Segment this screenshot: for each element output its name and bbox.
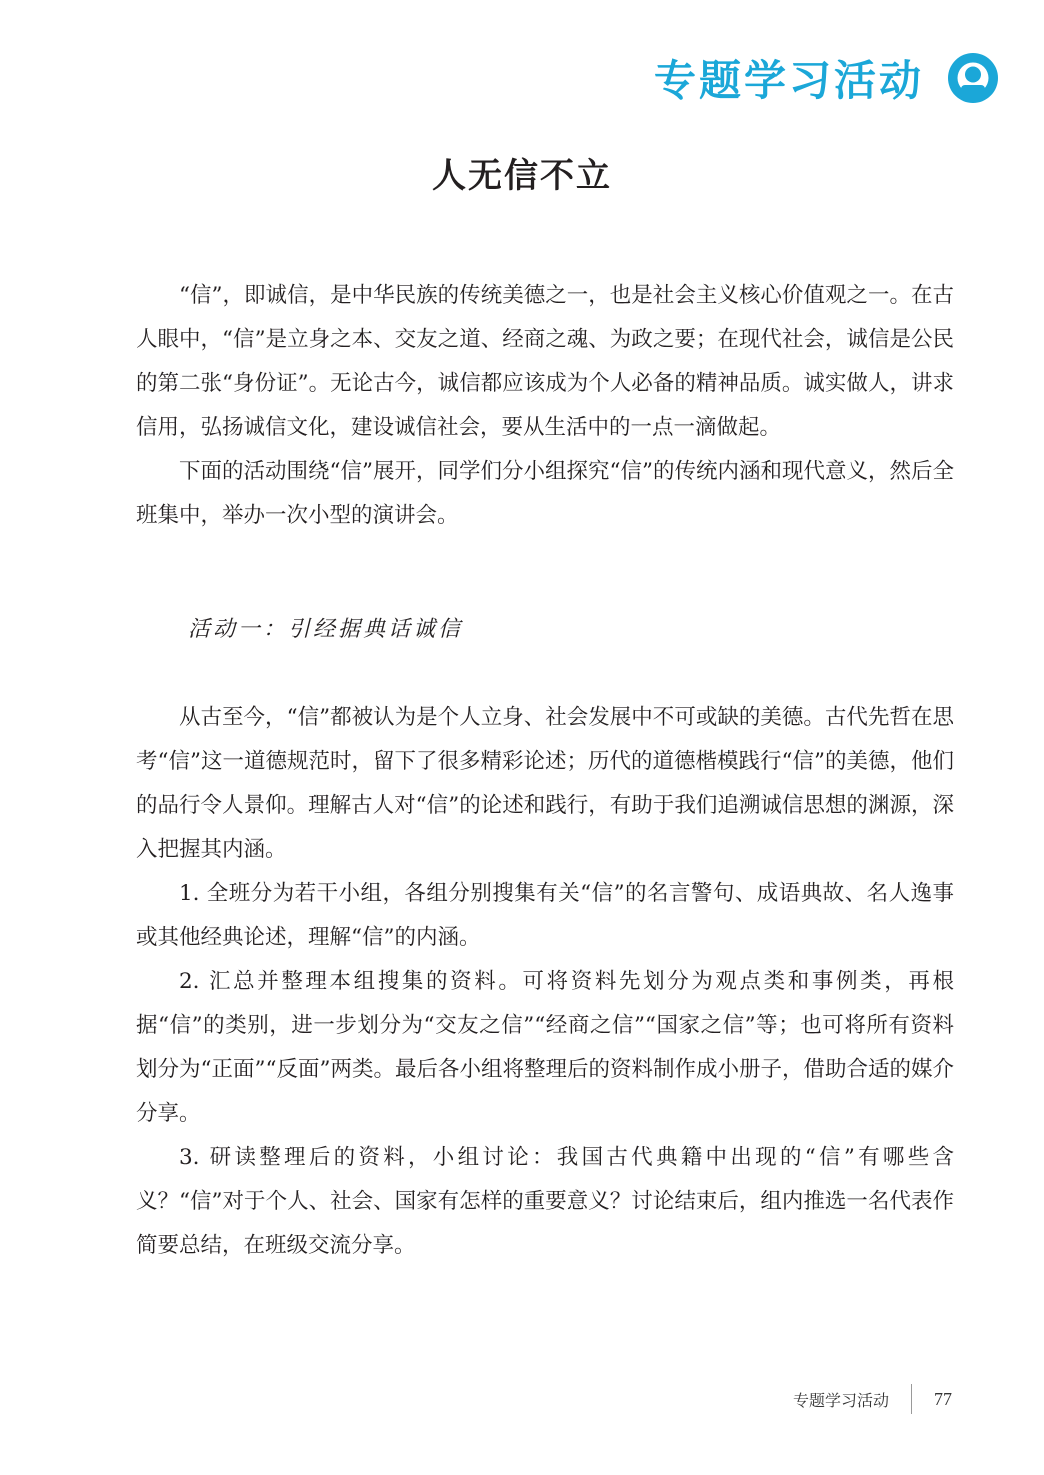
footer-section-label: 专题学习活动 (792, 1390, 889, 1410)
person-badge-icon (946, 51, 1000, 105)
activity-step-2: 2. 汇总并整理本组搜集的资料。可将资料先划分为观点类和事例类，再根据“信”的类别，进一步划分为“交友之信”“经商之信”“国家之信”等；也可将所有资料划分为“正面”“反面”两类。最后各小组将整理后的资料制作成小册子，借助合适的媒介分享。 (136, 969, 954, 1126)
activity-heading: 活动一：引经据典话诚信 (188, 617, 464, 642)
activity-paragraph: 从古至今，“信”都被认为是个人立身、社会发展中不可或缺的美德。古代先哲在思考“信”这一道德规范时，留下了很多精彩论述；历代的道德楷模践行“信”的美德，他们的品行令人景仰。理解古人对“信”的论述和践行，有助于我们追溯诚信思想的渊源，深入把握其内涵。 (136, 705, 954, 862)
page-number: 77 (934, 1388, 952, 1409)
page-title: 人无信不立 (432, 156, 612, 196)
intro-paragraph: “信”，即诚信，是中华民族的传统美德之一，也是社会主义核心价值观之一。在古人眼中，“信”是立身之本、交友之道、经商之魂、为政之要；在现代社会，诚信是公民的第二张“身份证”。无论古今，诚信都应该成为个人必备的精神品质。诚实做人，讲求信用，弘扬诚信文化，建设诚信社会，要从生活中的一点一滴做起。 (136, 283, 954, 440)
activity-step-1: 1. 全班分为若干小组，各组分别搜集有关“信”的名言警句、成语典故、名人逸事或其他经典论述，理解“信”的内涵。 (136, 881, 954, 950)
footer-divider (911, 1384, 912, 1414)
page-footer (793, 1384, 952, 1414)
intro-paragraph: 下面的活动围绕“信”展开，同学们分小组探究“信”的传统内涵和现代意义，然后全班集中，举办一次小型的演讲会。 (136, 459, 954, 528)
activity-step-3: 3. 研读整理后的资料，小组讨论：我国古代典籍中出现的“信”有哪些含义？“信”对于个人、社会、国家有怎样的重要意义？讨论结束后，组内推选一名代表作简要总结，在班级交流分享。 (136, 1145, 954, 1258)
intro-section (136, 274, 954, 538)
page-header (654, 48, 1000, 108)
section-title: 专题学习活动 (653, 56, 924, 105)
activity-section (136, 696, 954, 1268)
